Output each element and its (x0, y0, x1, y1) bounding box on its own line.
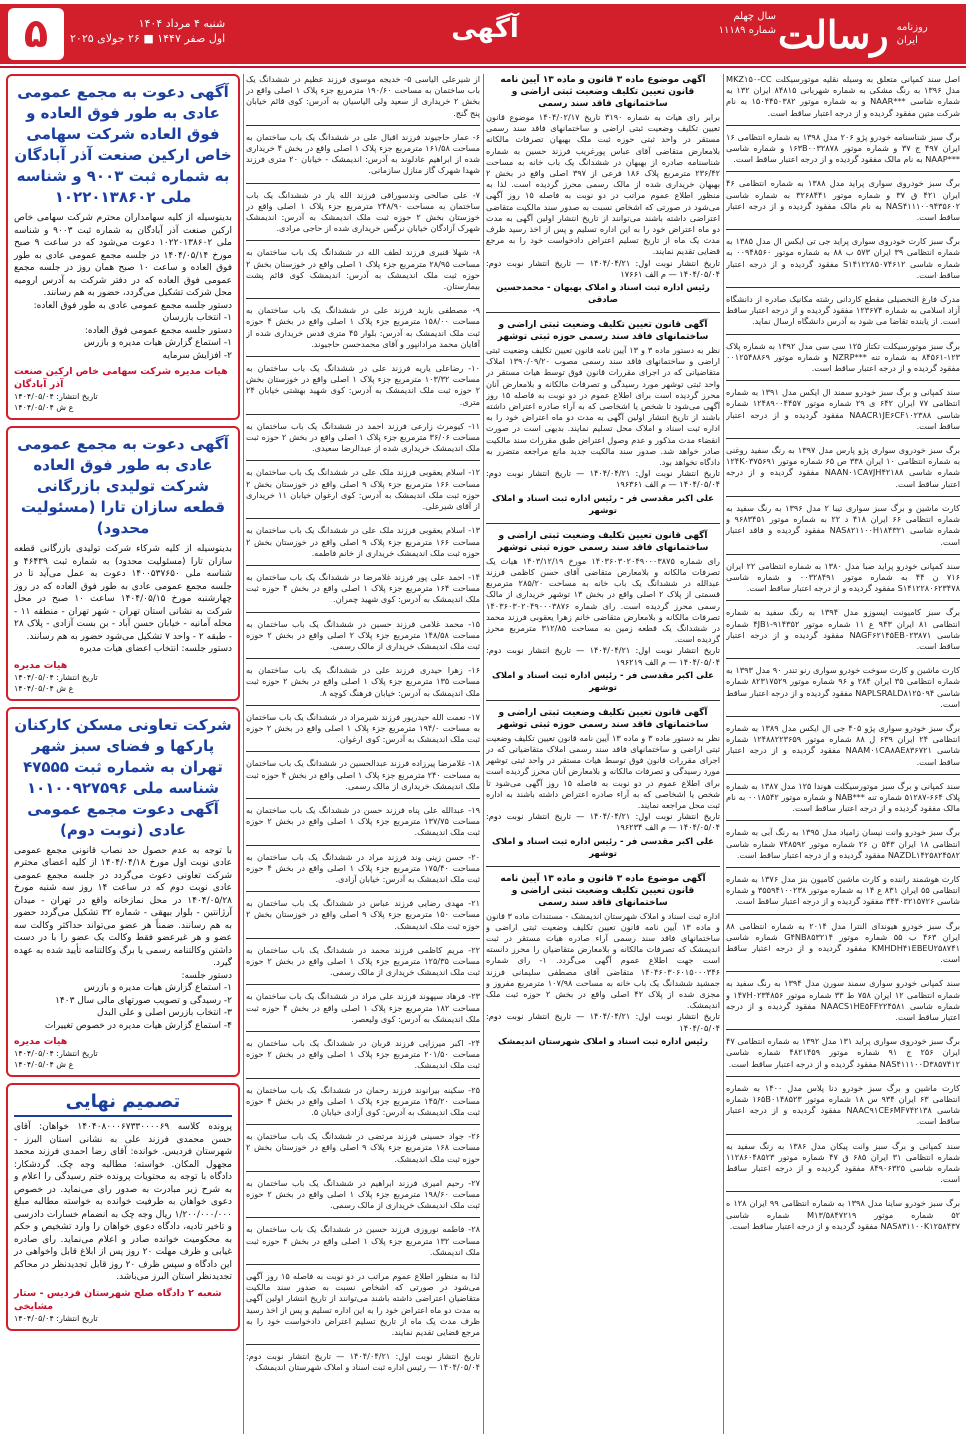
classified-ad (246, 1085, 480, 1119)
classified-ad (726, 1198, 960, 1232)
agenda-heading: دستور جلسه: انتخاب اعضای هیات مدیره (79, 644, 232, 654)
classified-ad (246, 758, 480, 792)
classified-ad (486, 707, 720, 860)
classified-ad (246, 1131, 480, 1165)
ad-divider (246, 183, 480, 184)
ad-body: برگ سبز موتورسیکلت تکتاز ۱۲۵ سی سی مدل ۱۳۹۲ به شماره پلاک ۱۲۳-۸۴۵۶۱ به شماره تنه ***NZRP و شماره موتور ۰۰۱۲۵۴۸۸۶۹ مفقود گردیده و از درجه اعتبار ساقط است. (726, 340, 960, 374)
ad-divider (726, 334, 960, 335)
ad-divider (726, 1191, 960, 1192)
classified-ad (246, 852, 480, 886)
ad-divider (246, 658, 480, 659)
ad-divider (726, 125, 960, 126)
classified-ad (246, 991, 480, 1025)
ad-body: سند کمپانی و برگ سبز موتورسیکلت هوندا ۱۲۵ مدل ۱۳۸۷ به شماره پلاک ۶۶۴-۵۱۲۸۷ شماره تنه ***NAB و شماره موتور ۰۰۱۸۵۴۲ به نام مالک مفقود گردیده و از درجه اعتبار ساقط است. (726, 780, 960, 814)
classified-ad (486, 319, 720, 517)
classified-ad (246, 190, 480, 235)
classified-ad (726, 341, 960, 375)
classified-ad (246, 572, 480, 606)
ad-body: کارت ماشین و برگ سبز سواری تیبا ۲ مدل ۱۳۹۶ به رنگ سفید به شماره انتظامی ۶۶ ایران ۴۱۸ د ۲۲ به شماره موتور ۹۶۸۳۴۵۱ و شماره شاسی NAS۸۲۱۱۰۰H۱۸۴۳۲۱ مفقود گردیده و فاقد اعتبار است. (726, 502, 960, 547)
ad-body: ۲۳- فرهاد سپهوند فرزند علی مراد در ششدانگ یک باب ساختمان به مساحت ۱۸۲ مترمربع جزء پلاک ۱ اصلی واقع در بخش ۴ حوزه ثبت ملک اندیمشک به آدرس: کوی ولیعصر. (246, 991, 480, 1024)
classified-ad (726, 387, 960, 432)
ad-body: کارت ماشین و کارت سوخت خودرو سواری رنو تندر ۹۰ مدل ۱۳۹۳ به شماره انتظامی ۳۵ ایران ۲۸۴ و ۹۶ شماره موتور ۸۲۳۱۷۵۲۹ شماره شاسی NAPLSRALD۸۱۲۵۰۹۴ مفقود گردیده و از درجه اعتبار ساقط است. (726, 665, 960, 709)
ad-divider (246, 414, 480, 415)
final-decision-notice (6, 1083, 240, 1331)
ad-body: لذا به منظور اطلاع عموم مراتب در دو نوبت به فاصله ۱۵ روز آگهی می‌شود در صورتی که اشخاص نسبت به صدور سند مالکیت متقاضیان اعتراضی داشته باشند می‌توانند از تاریخ انتشار اولین آگهی به مدت دو ماه اعتراض خود را به این اداره تسلیم و پس از اخذ رسید ظرف مدت یک ماه از تاریخ تسلیم اعتراض دادخواست خود را به مرجع قضایی تقدیم نمایند. (246, 1271, 480, 1338)
classified-ad (486, 530, 720, 694)
page-number: ۵ (8, 8, 64, 60)
ad-signature: علی اکبر مقدسی فر - رئیس اداره ثبت اسناد و املاک توشهر (492, 493, 714, 516)
agenda-item: ۲- رسیدگی و تصویب صورتهای مالی سال ۱۴۰۳ (55, 995, 232, 1006)
ad-signature: رئیس اداره ثبت اسناد و املاک بهبهان - محمدحسین صادقی (496, 283, 710, 306)
issue-info (719, 10, 776, 38)
publish-date: تاریخ انتشار نوبت اول: ۱۴۰۴/۰۴/۲۱ — تاریخ انتشار نوبت دوم: ۱۴۰۴/۰۵/۰۴ — م الف ۱۹۶۲۱۹ (486, 645, 720, 667)
ad-body: ۱۸- غلامرضا پیرزاده فرزند عبدالحسین در ششدانگ یک باب ساختمان به مساحت ۲۴۰ مترمربع جزء پلاک ۱ اصلی واقع در بخش ۴ حوزه ثبت ملک اندیمشک خریداری از مالک رسمی. (246, 758, 480, 791)
ad-body: ۲۴- اکبر میرزایی فرزند قربان در ششدانگ یک باب ساختمان به مساحت ۲۰۱/۵۰ مترمربع جزء پلاک ۱ اصلی واقع در بخش ۲ حوزه ثبت ملک اندیمشک. (246, 1038, 480, 1071)
ad-divider (726, 438, 960, 439)
masthead (0, 0, 966, 68)
ad-divider (726, 600, 960, 601)
ad-body: اصل سند کمپانی متعلق به وسیله نقلیه موتورسیکلت MKZ۱۵۰-CC مدل ۱۳۹۶ به رنگ مشکی به شماره شهربانی ۸۴۸۱۵ ایران ۱۳۲ به شماره شاسی ***NAAR و به شماره موتور ۱۵۰۴۴۵۰۳۸۲ به نام شرکت متین مفقود گردیده و از درجه اعتبار ساقط است. (726, 74, 960, 118)
column-divider (483, 74, 484, 1434)
ad-title: آگهی دعوت به مجمع عمومی عادی به طور فوق العاده شرکت تولیدی بازرگانی قطعه سازان تارا (مسئولیت محدود) (17, 435, 229, 537)
publish-date: تاریخ انتشار: ۱۴۰۴/۰۵/۰۴ (14, 672, 98, 682)
ad-divider (246, 518, 480, 519)
ad-divider (726, 716, 960, 717)
ad-body: سند کمپانی خودرو سواری سمند سورن مدل ۱۳۹۴ به رنگ سفید به شماره انتظامی ۱۲ ایران ۷۵۸ ط ۳۳ شماره موتور ۱۴۷H۰۲۳۴۸۵۶ و شماره شاسی NAACS۱HE۵FF۲۲۴۵۸۱ مفقود گردیده و از درجه اعتبار ساقط است. (726, 978, 960, 1022)
ad-divider (246, 751, 480, 752)
ad-divider (246, 1078, 480, 1079)
ad-body: ۲۶- جواد حسینی فرزند مرتضی در ششدانگ یک باب ساختمان به مساحت ۱۶۸ مترمربع جزء پلاک ۹ اصلی واقع در خوزستان بخش ۲ حوزه ثبت ملک اندیمشک. (246, 1131, 480, 1164)
ad-title: آگهی موضوع ماده ۳ قانون و ماده ۱۳ آیین نامه قانون تعیین تکلیف وضعیت ثبتی اراضی و ساختمانهای فاقد سند رسمی (500, 75, 706, 109)
classified-ad (726, 607, 960, 652)
ad-body: ۲۸- فاطمه نوروزی فرزند حسین در ششدانگ یک باب ساختمان به مساحت ۱۳۲ مترمربع جزء پلاک ۱ اصلی واقع در بخش ۴ حوزه ثبت ملک اندیمشک. (246, 1224, 480, 1257)
agenda-item: ۱- استماع گزارش هیات مدیره و بازرس (83, 983, 232, 993)
ad-title: آگهی موضوع ماده ۳ قانون و ماده ۱۳ آیین نامه قانون تعیین تکلیف وضعیت ثبتی اراضی و ساختمانهای فاقد سند رسمی (500, 873, 706, 908)
classified-ad (726, 781, 960, 815)
ad-code: ع ش ۱۴۰۴/۰۵/۰۴ (14, 1060, 74, 1069)
ad-signature: علی اکبر مقدسی فر - رئیس اداره ثبت اسناد و املاک توشهر (492, 670, 714, 693)
ad-divider (246, 1217, 480, 1218)
ad-body: ۸- شهلا قنبری فرزند لطف الله در ششدانگ یک باب ساختمان به مساحت ۲۸/۹۵ مترمربع جزء پلاک ۱ اصلی واقع در خوزستان بخش ۲ حوزه ثبت ملک اندیمشک به آدرس: اندیمشک کوی قائم پشت بیمارستان. (246, 247, 480, 292)
ad-divider (246, 891, 480, 892)
ad-divider (726, 774, 960, 775)
publish-date: تاریخ انتشار: ۱۴۰۴/۰۵/۰۴ (14, 392, 98, 401)
ad-signature: شعبه ۲ دادگاه صلح شهرستان فردیس - ستار مشایخی (14, 1287, 222, 1312)
ad-body: اداره ثبت اسناد و املاک شهرستان اندیمشک - مستندات ماده ۳ قانون و ماده ۱۳ آیین نامه قانون تعیین تکلیف وضعیت ثبتی اراضی و ساختمانهای فاقد سند رسمی آراء صادره هیات مستقر در ثبت اندیمشک که تصرفات مالکانه و بلامعارض متقاضیان را محرز دانسته است جهت اطلاع عموم آگهی می‌گردد. ۱- رای شماره ۱۴۰۴۶۰۳۰۶۰۱۵۰۰۰۳۴۶ متقاضی آقای مصطفی سلیمانی فرزند جمشید ششدانگ یک باب خانه به مساحت ۱۰۷/۹۸ مترمربع مفروز و مجزی شده از پلاک ۴۲ اصلی واقع در بخش ۲ حوزه ثبت ملک اندیمشک. (486, 910, 720, 1011)
column-divider (243, 74, 244, 1434)
ad-divider (246, 125, 480, 126)
ad-body: ۲۱- مهدی رضایی فرزند عباس در ششدانگ یک باب ساختمان به مساحت ۱۵۰ مترمربع جزء پلاک ۹ اصلی واقع در خوزستان بخش ۲ حوزه ثبت ملک اندیمشک. (246, 898, 480, 931)
ad-divider (726, 554, 960, 555)
classified-ad (246, 305, 480, 350)
ad-body: ۱۹- عبدالله علی پناه فرزند حسن در ششدانگ یک باب ساختمان به مساحت ۱۳۷/۷۵ مترمربع جزء پلاک ۱ اصلی واقع در بخش ۲ حوزه ثبت ملک اندیمشک. (246, 804, 480, 838)
ad-body: برگ سبز خودروی سواری پراید مدل ۱۳۸۸ به شماره انتظامی ۴۶ ایران ۴۲۱ ق ۳۷ و شماره موتور ۳۲۶۸۴۴۱ به شماره شاسی NAS۴۱۱۱۰۰۹۴۳۵۶۰۲ به نام مالک مفقود گردیده و از درجه اعتبار ساقط است. (726, 178, 960, 223)
ad-body: ۱۳- اسلام یعقوبی فرزند ملک علی در ششدانگ یک باب ساختمان به مساحت ۱۶۶ مترمربع جزء پلاک ۹ اصلی واقع در خوزستان بخش ۲ حوزه ثبت ملک اندیمشک خریداری از خانم فاطمه. (246, 525, 480, 558)
publish-date: تاریخ انتشار نوبت اول: ۱۴۰۴/۰۴/۲۱ — تاریخ انتشار نوبت دوم: ۱۴۰۴/۰۵/۰۴ (486, 1011, 720, 1033)
classified-ad (246, 1271, 480, 1338)
ad-divider (246, 1264, 480, 1265)
agenda-heading: دستور جلسه مجمع عمومی عادی به طور فوق العاده: (33, 300, 232, 311)
ad-body: ۶- عمار حاجیوند فرزند اقبال علی در ششدانگ یک باب ساختمان به مساحت ۱۶۱/۵۸ مترمربع جزء پلاک ۱ اصلی واقع در بخش ۴ خریداری شده از ابراهیم عادلوند به آدرس: اندیمشک - خیابان ۲۰ متری فرزند شهدا شهرک گاز منازل سازمانی. (246, 131, 480, 176)
column-divider (723, 74, 724, 1434)
classified-ad (246, 132, 480, 177)
ad-body: کارت هوشمند راننده و کارت ماشین کامیون بنز مدل ۱۳۷۶ به شماره انتظامی ۵۵ ایران ۸۳۱ ع ۱۴ به شماره موتور ۳۵۵۹۴۱۰۰۲۳۸ و شماره شاسی ۳۴۴۰۳۲۱۵۷۲۶ مفقود گردیده و از درجه اعتبار ساقط است. (726, 873, 960, 907)
ad-title: آگهی دعوت به مجمع عمومی عادی به طور فوق العاده و فوق العاده شرکت سهامی خاص ارکین صنعت آذر آبادگان به شماره ثبت ۹۰۰۳ و شناسه ملی ۱۰۲۲۰۱۳۸۶۰۲ (14, 83, 232, 206)
ad-divider (246, 938, 480, 939)
ad-body: ۱۴- احمد علی پور فرزند غلامرضا در ششدانگ یک باب ساختمان به مساحت ۱۶۴ مترمربع جزء پلاک ۱ اصلی واقع در بخش ۴ حوزه ثبت ملک اندیمشک به آدرس: کوی شهید چمران. (246, 571, 480, 605)
ad-divider (726, 1134, 960, 1135)
classified-ad (246, 898, 480, 932)
brand-line-2: ایران (896, 35, 918, 46)
classified-ad (726, 723, 960, 768)
classified-ad (246, 1224, 480, 1258)
classified-ad (726, 1083, 960, 1128)
ad-body: بدینوسیله از کلیه شرکاء شرکت تولیدی بازرگانی قطعه سازان تارا (مسئولیت محدود) به شماره ثبت ۴۶۴۳۹ و شناسه ملی ۱۴۰۰۵۳۷۶۵۰ دعوت به عمل می‌آید تا در جلسه مجمع عمومی عادی به طور فوق العاده که در روز چهارشنبه مورخ ۱۴۰۴/۰۵/۱۵ ساعت ۱۰ صبح در محل شرکت به نشانی استان تهران - شهر تهران - منطقه ۱۱ - محله آمانیه - خیابان حسن آباد - بن بست آزادی - پلاک ۲۸ - طبقه ۲ - واحد ۷ تشکیل می‌شود حضور به هم رسانند. (14, 544, 232, 642)
ad-divider (726, 1029, 960, 1030)
classified-ad (726, 236, 960, 281)
ad-signature: هیات مدیره (14, 1036, 68, 1047)
classified-ad (246, 665, 480, 699)
classified-ad (246, 247, 480, 292)
ad-divider (246, 705, 480, 706)
ad-title: آگهی قانون تعیین تکلیف وضعیت ثبتی اراضی و ساختمانهای فاقد سند رسمی حوزه ثبتی توشهر (497, 530, 709, 553)
ad-body: ۹- مصطفی بازید فرزند علی در ششدانگ یک باب ساختمان به مساحت ۱۵۸/۰۰ مترمربع جزء پلاک ۱ اصلی واقع در بخش ۴ حوزه ثبت ملک اندیمشک به آدرس: بلوار ۴۵ متری قدس خریداری شده از آقایان محمد مرادانپور و آقای محمدحسن حاجیوند. (246, 305, 480, 349)
classified-ad (246, 525, 480, 559)
issue-line: شماره ۱۱۱۸۹ (718, 25, 776, 36)
ad-body: برگ سبز خودروی سواری پژو پارس مدل ۱۳۹۷ به رنگ سفید روغنی به شماره انتظامی ۱۰ ایران ۳۳۸ ص ۶۵ شماره موتور ۱۲۴K۰۳۷۵۶۹۱ شماره شاسی NAAN۰۱CA۷JH۴۲۱۸۸ مفقود گردیده و از درجه اعتبار ساقط است. (726, 445, 960, 489)
ad-code: ع ش ۱۴۰۴/۰۵/۰۴ (14, 683, 74, 693)
classified-ad (486, 74, 720, 306)
ad-body: ۲۰- حسن زینی وند فرزند مراد در ششدانگ یک باب ساختمان به مساحت ۱۷۵/۴۰ مترمربع جزء پلاک ۱ اصلی واقع در بخش ۴ حوزه ثبت ملک اندیمشک به آدرس: خیابان آزادی. (246, 851, 480, 884)
ad-body: برگ سبز خودروی سواری پراید ۱۳۱ مدل ۱۳۹۲ به شماره انتظامی ۴۷ ایران ۲۵۶ ج ۹۱ شماره موتور ۴۸۲۱۴۵۹ شماره شاسی NAS۴۱۱۱۰۰D۳۸۵۷۴۱۲ مفقود گردیده و از درجه اعتبار ساقط است. (726, 1036, 960, 1069)
ad-divider (726, 658, 960, 659)
classified-ad (726, 445, 960, 490)
ad-divider (486, 866, 720, 867)
ad-divider (726, 171, 960, 172)
ad-divider (726, 496, 960, 497)
cooperative-meeting-invite (6, 707, 240, 1078)
ad-body: سند کمپانی و برگ سبز خودرو سمند ال ایکس مدل ۱۳۹۱ به شماره انتظامی ۷۷ ایران ۶۴۲ ی ۲۹ شماره موتور ۱۲۴۸۹۰۰۴۴۵۷ شماره شاسی NAACR۱JE۶CF۱۰۲۳۸۸ مفقود گردیده و از درجه اعتبار ساقط است. (726, 387, 960, 431)
ad-divider (246, 845, 480, 846)
classified-ad (726, 132, 960, 166)
publish-date: تاریخ انتشار نوبت اول: ۱۴۰۴/۰۴/۲۱ — تاریخ انتشار نوبت دوم: ۱۴۰۴/۰۵/۰۴ — م الف ۱۹۶۲۳۴ (486, 811, 720, 833)
ad-body: برگ سبز خودرو ساینا مدل ۱۳۹۸ به شماره انتظامی ۹۹ ایران ۱۲۸ ه ۵۲ شماره موتور M۱۳/۵۸۴۷۲۱۹ شماره شاسی NAS۸۳۱۱۰۰K۱۲۵۸۴۳۷ مفقود گردیده و از درجه اعتبار ساقط است. (726, 1198, 960, 1231)
ad-body: از شیرعلی الیاسی ۵- خدیجه موسوی فرزند عظیم در ششدانگ یک باب ساختمان به مساحت ۱۹۰/۶۰ مترمربع جزء پلاک ۱ اصلی واقع در بخش ۲ خریداری از سعید ولی الیاسیان به آدرس: کوی قائم خیابان پنج گنج. (246, 74, 480, 118)
year-line: سال چهلم (733, 11, 776, 22)
ad-title: آگهی قانون تعیین تکلیف وضعیت ثبتی اراضی و ساختمانهای فاقد سند رسمی حوزه ثبتی توشهر (497, 707, 709, 730)
agenda-item: ۴- استماع گزارش هیات مدیره در خصوص تغییرات (44, 1020, 232, 1031)
ad-divider (246, 1344, 480, 1345)
classified-ad (246, 467, 480, 512)
classified-ad (246, 1178, 480, 1212)
ad-body: نظر به دستور ماده ۳ و ماده ۱۳ آیین نامه قانون تعیین تکلیف وضعیت ثبتی اراضی و ساختمانهای فاقد سند رسمی املاک متقاضیانی که در اجرای مقررات قانون فوق توسط هیات مستقر در واحد ثبتی توشهر مورد رسیدگی و تصرفات مالکانه و بلامعارض آنان محرز گردیده است برای اطلاع عموم در دو نوبت به فاصله ۱۵ روز آگهی می‌شود تا شخص یا اشخاصی که به آراء صادره اعتراض داشته باشند به اداره ثبت محل مراجعه نمایند. (486, 732, 720, 810)
ad-body: رای شماره ۱۴۰۳۶۰۳۰۲۰۴۹۰۰۰۳۸۷۵ مورخ ۱۴۰۳/۱۲/۱۹ هیات یک تصرفات مالکانه و بلامعارض متقاضی آقای حسن کاظمی فرزند عبدالله در ششدانگ یک باب خانه به مساحت ۲۸۵/۲۰ مترمربع قسمتی از پلاک ۲ اصلی واقع در بخش ۱۳ توشهر خریداری از مالک رسمی محرز گردیده است. رای شماره ۱۴۰۳۶۰۳۰۲۰۴۹۰۰۰۳۸۷۶ تصرفات مالکانه و بلامعارض متقاضی خانم زهرا یعقوبی فرزند محمد در ششدانگ یک قطعه زمین به مساحت ۳۱۲/۸۵ مترمربع محرز گردیده است. (486, 555, 720, 645)
publish-date: تاریخ انتشار نوبت اول: ۱۴۰۴/۰۴/۲۱ — تاریخ انتشار نوبت دوم: ۱۴۰۴/۰۵/۰۴ — م الف ۱۹۶۳۶۱ (486, 468, 720, 490)
ad-divider (486, 312, 720, 313)
ad-body: برابر رای هیات به شماره ۳۱۹۰ تاریخ ۱۴۰۴/۰۲/۱۷ موضوع قانون تعیین تکلیف وضعیت ثبتی اراضی و ساختمانهای فاقد سند رسمی مستقر در واحد ثبتی حوزه ثبت ملک بهبهان تصرفات مالکانه بلامعارض متقاضی آقای عباس پورغریب فرزند حسین به شماره شناسنامه صادره از بهبهان در ششدانگ یک باب خانه به مساحت ۲۳۶/۴۲ مترمربع پلاک ۱۸۶ فرعی از ۳۹۷ اصلی واقع در بخش ۲ بهبهان خریداری شده از مالک رسمی محرز گردیده است. لذا به منظور اطلاع عموم مراتب در دو نوبت به فاصله ۱۵ روز آگهی می‌شود در صورتی که اشخاص نسبت به صدور سند مالکیت متقاضی اعتراضی داشته باشند می‌توانند از تاریخ انتشار اولین آگهی به مدت دو ماه اعتراض خود را به این اداره تسلیم و پس از اخذ رسید ظرف مدت یک ماه از تاریخ تسلیم اعتراض دادخواست خود را به مرجع قضایی تقدیم نمایند. (486, 112, 720, 257)
agenda-heading: دستور جلسه: (181, 970, 232, 981)
ad-body: برگ سبز خودرو وانت نیسان زامیاد مدل ۱۳۹۵ به رنگ آبی به شماره انتظامی ۱۸ ایران ۵۴۳ ن ۲۶ شماره موتور ۷۴۸۵۹۲ شماره شاسی NAZDL۱۴۲۵۸۲۴۵۸۲ مفقود گردیده و از درجه اعتبار ساقط است. (726, 827, 960, 860)
ad-body: مدرک فارغ التحصیلی مقطع کاردانی رشته مکانیک صادره از دانشگاه آزاد اسلامی به شماره ۱۲۳۶۷۴ مفقود گردیده و از درجه اعتبار ساقط است. از یابنده تقاضا می شود به آدرس دانشگاه ارسال نماید. (726, 294, 960, 327)
classified-ad (726, 827, 960, 861)
ad-body: ۱۲- اسلام یعقوبی فرزند ملک علی در ششدانگ یک باب ساختمان به مساحت ۱۶۶ مترمربع جزء پلاک ۹ اصلی واقع در خوزستان بخش ۲ حوزه ثبت ملک اندیمشک به آدرس: کوی ارغوان خیابان ۱۱ خریداری از آقای شیرعلی. (246, 467, 480, 512)
ad-body: برگ سبز خودرو سواری پژو ۴۰۵ جی ال ایکس مدل ۱۳۸۹ به شماره انتظامی ۲۴ ایران ۶۳۹ ل ۸۸ شماره موتور ۱۲۴۸۸۲۲۳۶۵۹ شماره شاسی NAAM۰۱CA۸AE۸۳۶۷۲۱ مفقود گردیده و از درجه اعتبار ساقط است. (726, 722, 960, 767)
date-line-1: شنبه ۴ مرداد ۱۴۰۴ (138, 17, 226, 30)
classified-ad (726, 665, 960, 710)
classified-ad (726, 503, 960, 548)
ad-body: ۲۵- سکینه بیرانوند فرزند رحمان در ششدانگ یک باب ساختمان به مساحت ۱۴۵/۲۰ مترمربع جزء پلاک ۱ اصلی واقع در بخش ۴ حوزه ثبت ملک اندیمشک به آدرس: کوی آزادی خیابان ۵. (246, 1084, 480, 1118)
classified-ad (246, 945, 480, 979)
meeting-invite-tara (6, 426, 240, 701)
classified-ad (726, 74, 960, 119)
agenda-item: ۱- انتخاب بازرسان (162, 313, 232, 323)
date-line-2: اول صفر ۱۴۴۷ ■ ۲۶ جولای ۲۰۲۵ (70, 32, 226, 45)
classified-ad (726, 921, 960, 966)
ad-signature: هیات مدیره (14, 659, 68, 671)
ad-divider (726, 867, 960, 868)
ad-body: ۱۰- رضاعلی یاریه فرزند علی در ششدانگ یک باب ساختمان به مساحت ۱۰۳/۳۲ مترمربع جزء پلاک ۱ اصلی واقع در خوزستان بخش ۲ حوزه ثبت ملک اندیمشک به آدرس: کوی شهید بهشتی خیابان ۲۴ متری. (246, 363, 480, 407)
ad-divider (246, 1124, 480, 1125)
classified-ad (246, 363, 480, 408)
ad-divider (726, 380, 960, 381)
section-title: آگهی (451, 14, 519, 44)
ad-body: تاریخ انتشار نوبت اول: ۱۴۰۴/۰۴/۲۱ — تاریخ انتشار نوبت دوم: ۱۴۰۴/۰۵/۰۴ — رئیس اداره ثبت اسناد و املاک شهرستان اندیمشک (246, 1351, 480, 1373)
ad-body: ۲۲- مریم کاظمی فرزند محمد در ششدانگ یک باب ساختمان به مساحت ۱۲۵/۳۵ مترمربع جزء پلاک ۱ اصلی واقع در بخش ۲ حوزه ثبت ملک اندیمشک خریداری از مالک رسمی. (246, 944, 480, 978)
meeting-invite-arkin (6, 74, 240, 420)
ad-divider (246, 1171, 480, 1172)
ad-divider (726, 229, 960, 230)
agenda-heading: دستور جلسه مجمع عمومی فوق العاده: (84, 325, 232, 336)
classified-ad (726, 1036, 960, 1070)
ad-divider (246, 356, 480, 357)
ad-body: ۱۷- نعمت الله حیدرپور فرزند شیرمراد در ششدانگ یک باب ساختمان به مساحت ۱۹۴/۰ مترمربع جزء پلاک ۱ اصلی واقع در بخش ۲ حوزه ثبت ملک اندیمشک به آدرس: کوی ارغوان. (246, 711, 480, 745)
brand-mini (897, 21, 928, 47)
ad-title: تصمیم نهایی (14, 1091, 232, 1117)
publish-date: تاریخ انتشار: ۱۴۰۴/۰۵/۰۴ (14, 1313, 98, 1323)
ad-body: برگ سبز شناسنامه خودرو پژو ۲۰۶ مدل ۱۳۹۸ به شماره انتظامی ۱۶ ایران ۴۹۷ ج ۳۷ و شماره موتور ۱۶۳B۰۰۳۲۸۷۸ و شماره شاسی ***NAAP به نام مالک مفقود گردیده و از درجه اعتبار ساقط است. (726, 131, 960, 165)
ad-divider (246, 984, 480, 985)
publish-date: تاریخ انتشار: ۱۴۰۴/۰۵/۰۴ (14, 1049, 98, 1058)
classified-ad (246, 74, 480, 119)
ad-title: آگهی قانون تعیین تکلیف وضعیت ثبتی اراضی و ساختمانهای فاقد سند رسمی حوزه ثبتی توشهر (497, 320, 709, 343)
ad-body: ۱۶- زهرا حیدری فرزند علی در ششدانگ یک باب ساختمان به مساحت ۱۳۵ مترمربع جزء پلاک ۱ اصلی واقع در بخش ۲ حوزه ثبت ملک اندیمشک به آدرس: خیابان فرهنگ کوچه ۸. (246, 665, 480, 698)
classified-ad (246, 421, 480, 455)
ad-body: برگ سبز کامیونت ایسوزو مدل ۱۳۹۴ به رنگ سفید به شماره انتظامی ۸۱ ایران ۹۴۳ ع ۱۱ شماره موتور ۴JB۱-۹۱۴۳۵۲ شماره شاسی NAGF۶۲۱۴۵EB۰۲۳۸۷۱ مفقود گردیده و از درجه اعتبار ساقط است. (726, 607, 960, 651)
ad-code: ع ش ۱۴۰۴/۰۵/۰۴ (14, 403, 74, 412)
ad-body: بدینوسیله از کلیه سهامداران محترم شرکت سهامی خاص ارکین صنعت آذر آبادگان به شماره ثبت ۹۰۰۳ و شناسه ملی ۱۰۲۲۰۱۳۸۶۰۲ دعوت می‌شود که در ساعت ۹ صبح مورخ ۱۴۰۴/۰۵/۱۴ در جلسه مجمع عمومی عادی به طور فوق العاده و ساعت ۱۰ صبح همان روز در جلسه مجمع عمومی فوق العاده که در دفتر شرکت به آدرس ارومیه محل شرکت تشکیل می‌گردد، حضور به هم رسانند. (14, 213, 233, 298)
ad-body: نظر به دستور ماده ۳ و ۱۳ آیین نامه قانون تعیین تکلیف وضعیت ثبتی اراضی و ساختمانهای فاقد سند رسمی مصوب ۱۳۹۰/۰۹/۲۰ املاک متقاضیانی که در اجرای مقررات قانون فوق توسط هیات مستقر در واحد ثبتی توشهر مورد رسیدگی و تصرفات مالکانه و بلامعارض آنان محرز گردیده است برای اطلاع عموم در دو نوبت به فاصله ۱۵ روز آگهی می‌شود تا شخص یا اشخاصی که به آراء صادره اعتراض داشته باشند از تاریخ انتشار اولین آگهی به مدت دو ماه اعتراض خود را به اداره ثبت اسناد و املاک محل تسلیم نمایند. بدیهی است در صورت انقضاء مدت مذکور و عدم وصول اعتراض طبق مقررات سند مالکیت صادر خواهد شد. صدور سند مالکیت جدید مانع مراجعه متضرر به دادگاه نخواهد بود. (486, 345, 720, 468)
classified-ad (246, 619, 480, 653)
classified-ad (246, 712, 480, 746)
ad-body: ۱۵- محمد غلامی فرزند حسین در ششدانگ یک باب ساختمان به مساحت ۱۴۸/۵۸ مترمربع جزء پلاک ۲ اصلی واقع در بخش ۲ حوزه ثبت ملک اندیمشک خریداری از مالک رسمی. (246, 618, 480, 651)
ad-body: کارت ماشین و برگ سبز خودرو دنا پلاس مدل ۱۴۰۰ به شماره انتظامی ۶۳ ایران ۹۳۴ س ۱۸ شماره موتور ۱۶۵B۰۱۴۸۵۲۳ شماره شاسی NAAC۹۱CE۶MF۷۴۲۱۳۸ مفقود گردیده و از درجه اعتبار ساقط است. (726, 1082, 960, 1127)
agenda-item: ۳- انتخاب بازرس اصلی و علی البدل (97, 1008, 232, 1018)
ad-divider (486, 523, 720, 524)
ad-body: سند کمپانی و برگ سبز وانت پیکان مدل ۱۳۸۶ به رنگ سفید به شماره انتظامی ۳۱ ایران ۶۸۵ ق ۴۷ شماره موتور ۱۱۲۸۶۰۴۸۵۲۳ شماره شاسی ۸۴۹۰۶۳۲۵ مفقود گردیده و از درجه اعتبار ساقط است. (726, 1140, 960, 1185)
classified-ad (726, 874, 960, 908)
ad-divider (486, 700, 720, 701)
ad-divider (246, 1031, 480, 1032)
classified-ad (486, 873, 720, 1048)
ad-divider (246, 565, 480, 566)
classified-ad (726, 1141, 960, 1186)
classified-ad (246, 805, 480, 839)
publish-date: تاریخ انتشار نوبت اول: ۱۴۰۴/۰۴/۲۱ — تاریخ انتشار نوبت دوم: ۱۴۰۴/۰۵/۰۴ — م الف ۱۷۶۶۱ (486, 257, 720, 279)
classified-ad (726, 178, 960, 223)
lost-documents-column (726, 74, 960, 1434)
newspaper-logo (778, 8, 958, 60)
ad-body: پرونده کلاسه ۱۴۰۴۰۸۰۰۰۶۷۳۳۰۰۰۰۶۹ خواهان: آقای حسن محمدی فرزند علی به نشانی استان البرز - شهرستان فردیس. خوانده: آقای رضا احمدی فرزند محمد مجهول المکان. خواسته: مطالبه وجه چک. گردشکار: دادگاه با توجه به محتویات پرونده ختم رسیدگی را اعلام و به شرح زیر مبادرت به صدور رای می‌نماید. در خصوص دعوی خواهان به طرفیت خوانده به خواسته مطالبه مبلغ ۱/۲۰۰/۰۰۰/۰۰۰ ریال وجه چک به انضمام خسارات دادرسی و تاخیر تادیه، دادگاه دعوی خواهان را وارد تشخیص و حکم به محکومیت خوانده صادر و اعلام می‌نماید. رای صادره غیابی و ظرف مهلت ۲۰ روز پس از ابلاغ قابل واخواهی در این دادگاه و سپس ظرف ۲۰ روز قابل تجدیدنظر در محاکم تجدیدنظر استان البرز می‌باشد. (14, 1122, 232, 1282)
classified-ad (246, 1351, 480, 1373)
ad-body: سند کمپانی خودرو پراید صبا مدل ۱۳۸۰ به شماره انتظامی ۲۲ ایران ۷۱۶ ن ۴۴ به شماره موتور ۰۰۳۲۸۴۹۱ و شماره شاسی S۱۴۱۲۲۸۰۶۲۳۴۷۸ مفقود گردیده و از درجه اعتبار ساقط است. (726, 560, 960, 594)
agenda-item: ۱- استماع گزارش هیات مدیره و بازرس (83, 338, 232, 348)
classified-ad (726, 561, 960, 595)
ad-body: ۷- علی صالحی وندسوراقی فرزند الله یار در ششدانگ یک باب ساختمان به مساحت ۲۴۸/۹۰ مترمربع جزء پلاک ۱ اصلی واقع در خوزستان بخش ۲ حوزه ثبت ملک اندیمشک به آدرس: اندیمشک شهرک آزادگان خیابان نرگس خریداری شده از حاجی مرادی. (246, 189, 480, 234)
ad-divider (726, 1076, 960, 1077)
ad-signature: رئیس اداره ثبت اسناد و املاک شهرستان اندیمشک (498, 1036, 708, 1047)
registry-notices-column (486, 74, 720, 1434)
ad-divider (246, 298, 480, 299)
ad-divider (246, 612, 480, 613)
ad-body: ۱۱- کیومرث زارعی فرزند احمد در ششدانگ یک باب ساختمان به مساحت ۳۶/۰۶ مترمربع جزء پلاک ۱ اصلی واقع در بخش ۲ حوزه ثبت ملک اندیمشک خریداری شده از عبدالرضا سعیدی. (246, 420, 480, 454)
classified-ad (246, 1038, 480, 1072)
date-info (70, 16, 225, 46)
ad-body: با توجه به عدم حصول حد نصاب قانونی مجمع عمومی عادی نوبت اول مورخ ۱۴۰۴/۰۴/۱۸ از کلیه اعضای محترم شرکت تعاونی دعوت می‌گردد در جلسه مجمع عمومی عادی نوبت دوم که در ساعت ۱۴ روز سه شنبه مورخ ۱۴۰۴/۰۵/۲۸ در محل نمازخانه واقع در تهران - میدان آرژانتین - بلوار بیهقی - شماره ۳۲ تشکیل می‌گردد حضور به هم رسانند. ضمناً هر عضو می‌تواند حداکثر وکالت سه عضو و هر غیرعضو فقط وکالت یک عضو را با در دست داشتن وکالتنامه رسمی یا برگ وکالتنامه تأیید شده به عهده گیرد. (14, 845, 232, 968)
ad-body: برگ سبز کارت خودروی سواری پراید جی تی ایکس ال مدل ۱۳۸۵ به شماره انتظامی ۳۹ ایران ۵۷۳ ب ۸۸ به شماره موتور ۰۰۹۴۸۵۶۰ به شماره شاسی S۱۴۱۲۲۸۵۰۷۴۶۱۲ مفقود گردیده و از درجه اعتبار ساقط است. (726, 236, 960, 280)
ad-divider (726, 914, 960, 915)
ad-divider (246, 460, 480, 461)
boxed-ads-column (6, 74, 240, 1434)
property-list-column (246, 74, 480, 1434)
ad-divider (726, 287, 960, 288)
ad-title: شرکت تعاونی مسکن کارکنان پارکها و فضای سبز شهر تهران به شماره ثبت ۴۷۵۵۵ شناسه ملی ۱۰۱۰۰۹۲۷۵۹۶ آگهی دعوت مجمع عمومی عادی (نوبت دوم) (14, 715, 232, 839)
brand-line-1: روزنامه (896, 22, 928, 33)
classified-ad (726, 294, 960, 328)
classified-ad (726, 978, 960, 1023)
agenda-item: ۲- افزایش سرمایه (162, 350, 232, 361)
ad-divider (246, 798, 480, 799)
ad-divider (246, 240, 480, 241)
logo-text: رسالت (778, 11, 889, 57)
ad-body: ۲۷- رحیم امیری فرزند ابراهیم در ششدانگ یک باب ساختمان به مساحت ۱۹۸/۶۰ مترمربع جزء پلاک ۱ اصلی واقع در بخش ۲ حوزه ثبت ملک اندیمشک خریداری از مالک رسمی. (246, 1177, 480, 1211)
ad-signature: علی اکبر مقدسی فر - رئیس اداره ثبت اسناد و املاک توشهر (492, 836, 714, 859)
ad-body: برگ سبز خودرو هیوندای النترا مدل ۲۰۱۴ به شماره انتظامی ۸۸ ایران ۴۶۳ ب ۵۵ شماره موتور G۴NB۸۵۳۲۱۴ شماره شاسی KMHDH۴۱EBEU۲۵۸۷۴۱ مفقود گردیده و از درجه اعتبار ساقط است. (726, 920, 960, 965)
ad-divider (726, 820, 960, 821)
ad-divider (726, 971, 960, 972)
ad-signature: هیات مدیره شرکت سهامی خاص ارکین صنعت آذر آبادگان (14, 366, 228, 390)
